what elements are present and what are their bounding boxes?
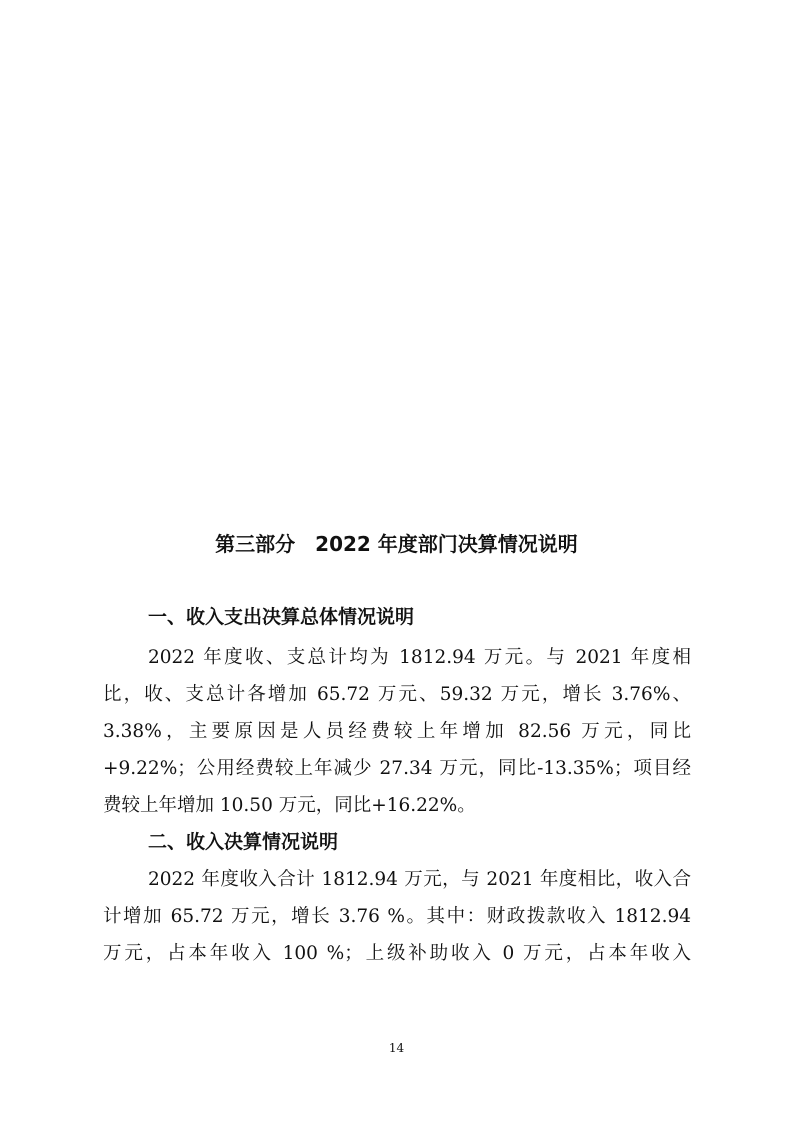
paragraph-line: 2022 年度收入合计 1812.94 万元，与 2021 年度相比，收入合 — [148, 869, 691, 890]
paragraph-line: 3.38%，主要原因是人员经费较上年增加 82.56 万元，同比 — [103, 721, 691, 742]
section-heading-2: 二、收入决算情况说明 — [148, 831, 339, 853]
section-heading-1: 一、收入支出决算总体情况说明 — [148, 606, 415, 628]
paragraph-line: +9.22%；公用经费较上年减少 27.34 万元，同比-13.35%；项目经 — [103, 758, 691, 779]
page-title: 第三部分 2022 年度部门决算情况说明 — [215, 532, 578, 556]
paragraph-line: 比，收、支总计各增加 65.72 万元、59.32 万元，增长 3.76%、 — [103, 684, 691, 705]
paragraph-line: 计增加 65.72 万元，增长 3.76 %。其中：财政拨款收入 1812.94 — [103, 906, 691, 927]
paragraph-line: 2022 年度收、支总计均为 1812.94 万元。与 2021 年度相 — [148, 647, 691, 668]
page-number: 14 — [388, 1041, 405, 1055]
paragraph-line: 费较上年增加 10.50 万元，同比+16.22%。 — [103, 795, 476, 816]
paragraph-line: 万元，占本年收入 100 %；上级补助收入 0 万元，占本年收入 — [103, 943, 691, 964]
